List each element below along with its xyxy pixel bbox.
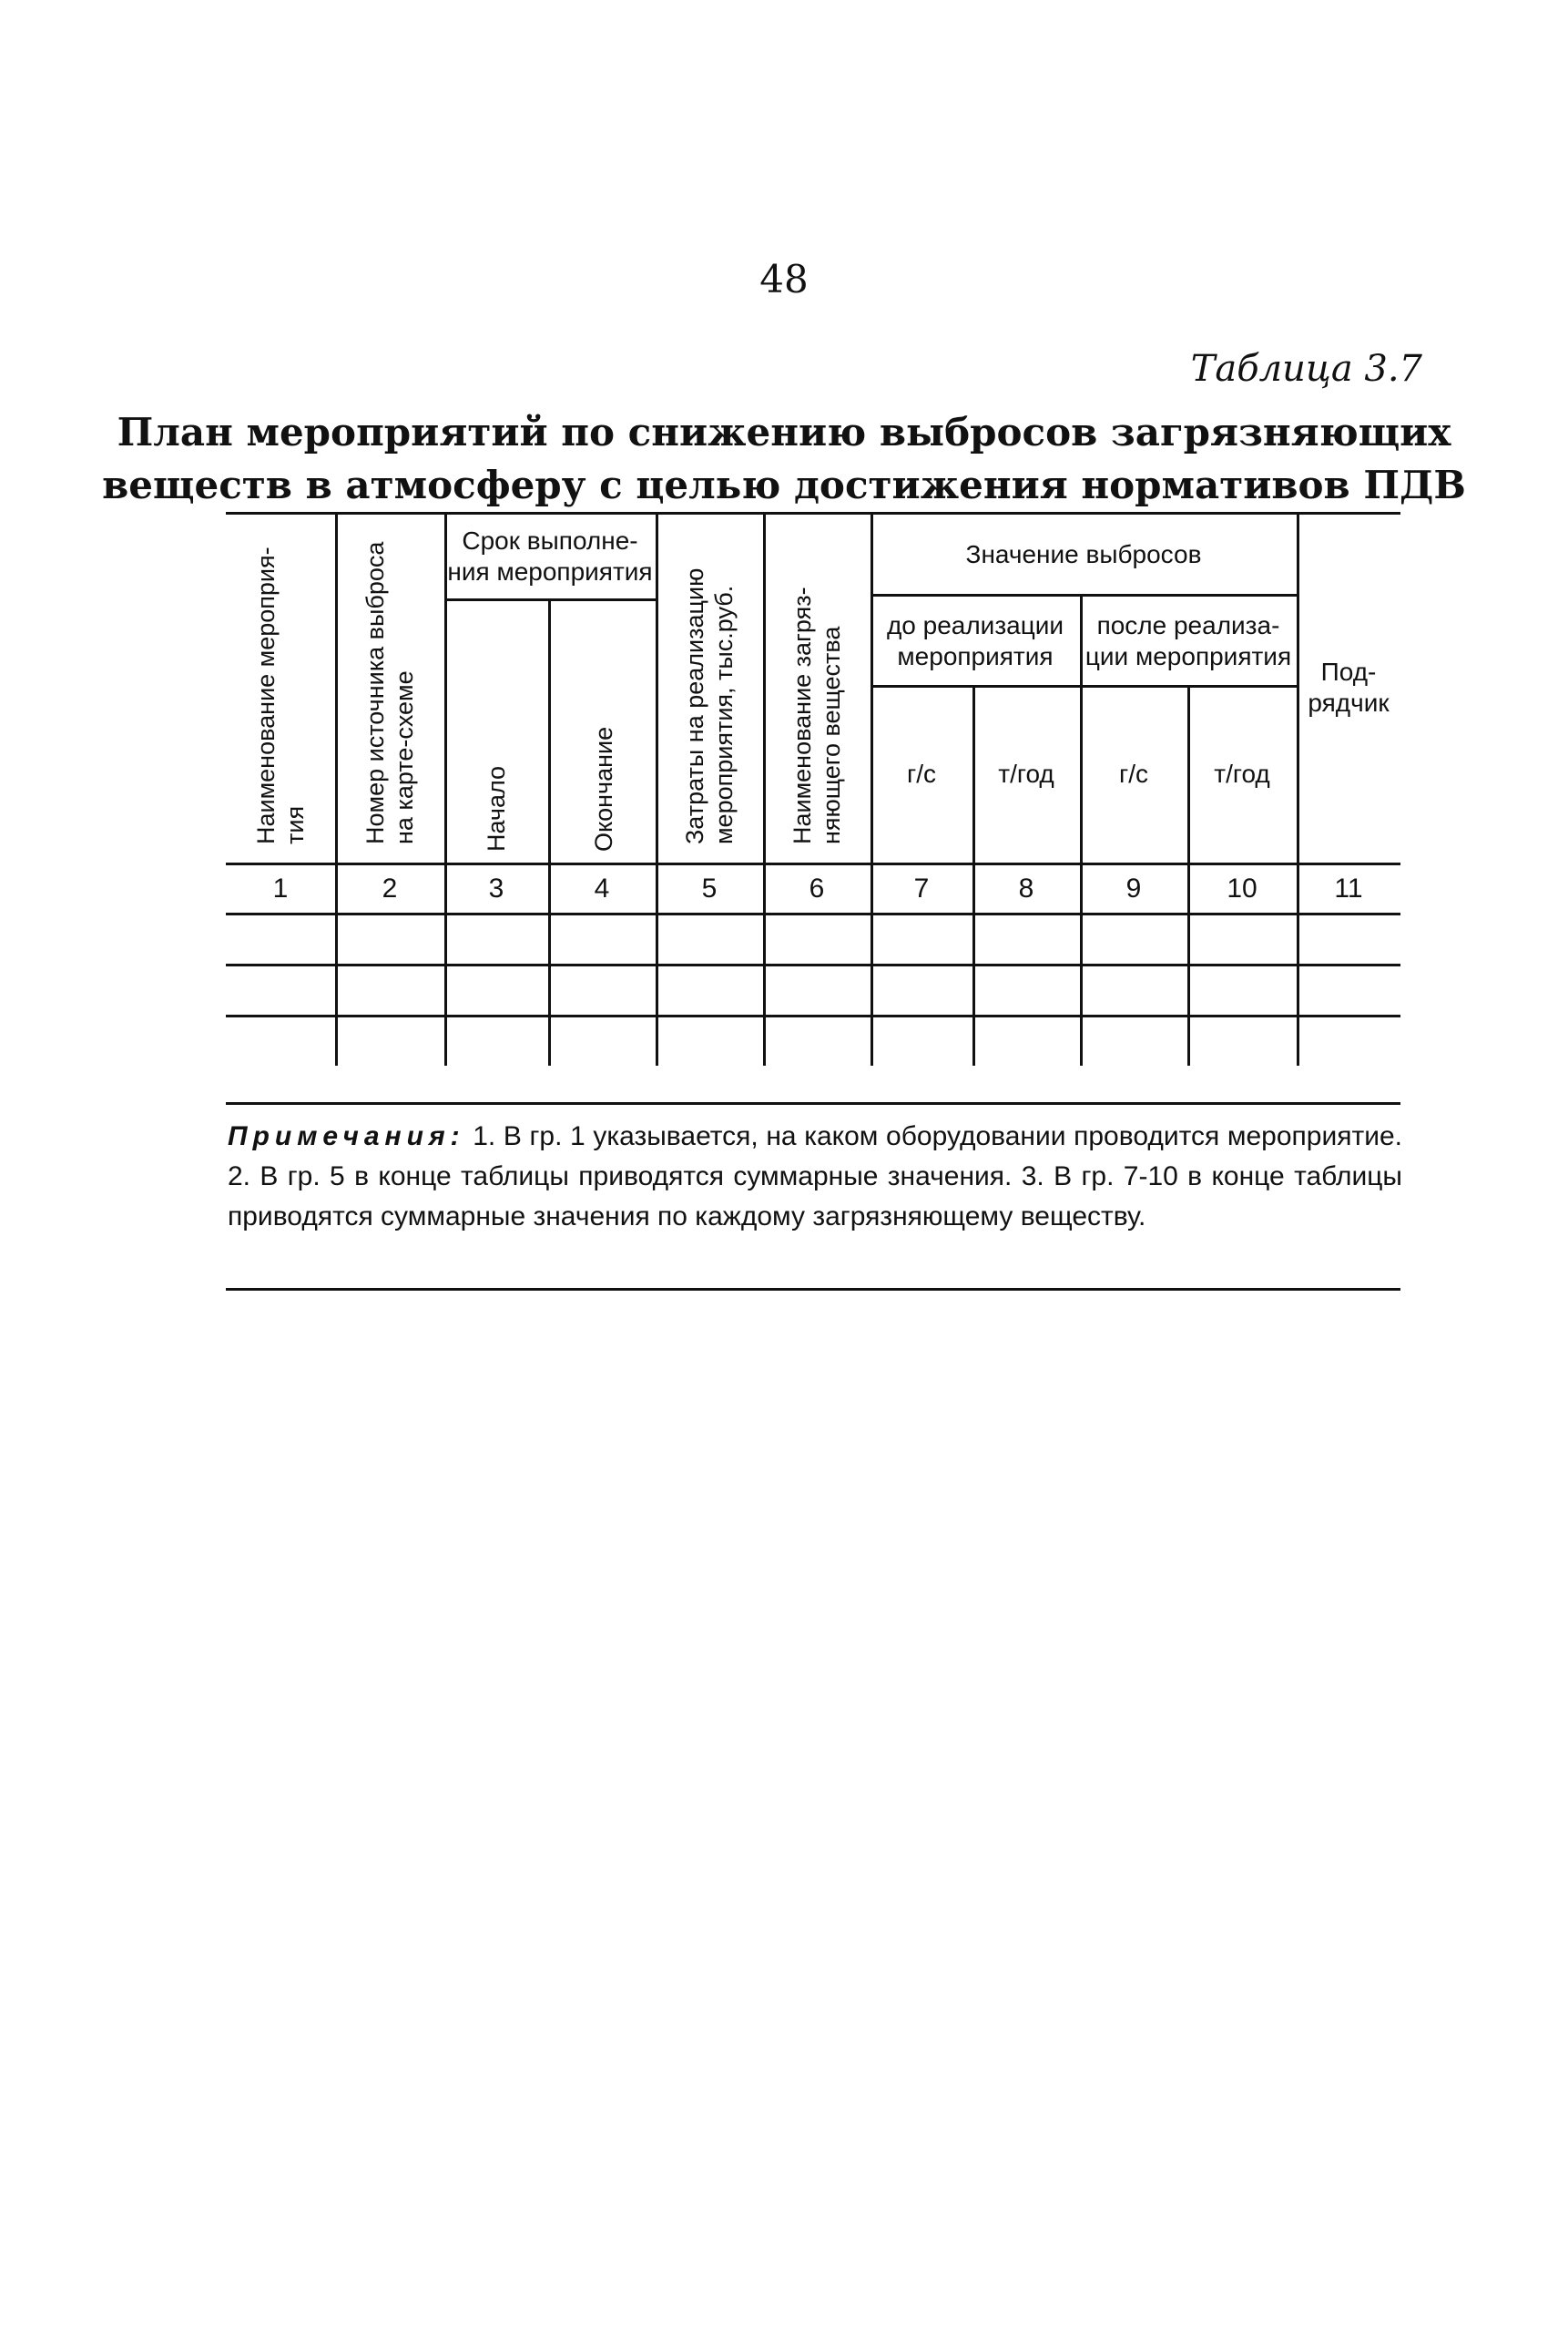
table-title-line-2: веществ в атмосферу с целью достижения нормативов ПДВ <box>102 463 1466 507</box>
col-divider-1 <box>335 512 338 1066</box>
header-col-11-line-2: рядчик <box>1308 689 1390 717</box>
column-number-8: 8 <box>1018 874 1034 904</box>
col-divider-3 <box>548 598 551 1066</box>
header-before-line-2: мероприятия <box>897 642 1054 670</box>
column-number-2: 2 <box>382 874 398 904</box>
header-col-5 <box>664 567 755 844</box>
numbers-row-border <box>226 913 1400 915</box>
header-col-11-line-1: Под- <box>1320 658 1377 686</box>
table-top-border <box>226 512 1400 515</box>
header-col-1 <box>235 547 326 844</box>
header-col-3 <box>469 633 524 852</box>
column-number-5: 5 <box>701 874 718 904</box>
header-col-9: г/с <box>1119 760 1148 788</box>
header-term-line-2: ния мероприятия <box>447 557 653 586</box>
header-col-6-line-2: няющего вещества <box>818 626 845 844</box>
empty-row-2-border <box>226 1015 1400 1017</box>
header-col-7: г/с <box>907 760 936 788</box>
column-number-3: 3 <box>488 874 504 904</box>
header-col-5-line-2: мероприятия, тыс.руб. <box>710 585 738 844</box>
column-number-4: 4 <box>594 874 610 904</box>
table-bottom-border <box>226 1102 1400 1105</box>
header-emissions: Значение выбросов <box>965 540 1202 568</box>
header-term-line-1: Срок выполне- <box>462 526 638 555</box>
header-col-1-line-2: тия <box>281 805 309 844</box>
header-term <box>444 516 656 598</box>
empty-row-1-border <box>226 964 1400 966</box>
header-after-line-2: ции мероприятия <box>1084 642 1292 670</box>
emissions-header-divider <box>871 594 1297 597</box>
header-col-11 <box>1297 638 1400 738</box>
column-number-11: 11 <box>1334 874 1363 904</box>
col-divider-5 <box>763 512 766 1066</box>
header-col-10: т/год <box>1214 760 1270 788</box>
table-label: Таблица 3.7 <box>1190 348 1422 390</box>
header-col-6 <box>771 589 862 844</box>
header-before <box>871 598 1080 685</box>
notes-label: Примечания: <box>228 1121 465 1151</box>
col-divider-10 <box>1297 512 1299 1066</box>
page-number: 48 <box>759 257 809 301</box>
col-divider-4 <box>656 512 658 1066</box>
header-col-2 <box>344 541 435 844</box>
header-col-2-line-2: на карте-схеме <box>391 670 418 844</box>
notes-text: 1. В гр. 1 указывается, на каком оборудовании проводится мероприятие. 2. В гр. 5 в конце таблицы приводятся суммарные значения. 3. В гр. 7-10 в конце таблицы приводятся суммарные значения по каждому загрязняющему веществу. <box>228 1121 1402 1231</box>
header-after <box>1080 598 1297 685</box>
header-col-8: т/год <box>998 760 1054 788</box>
column-number-10: 10 <box>1227 874 1257 904</box>
table-title-line-1: План мероприятий по снижению выбросов загрязняющих <box>117 410 1451 455</box>
notes <box>228 1117 1402 1237</box>
column-number-1: 1 <box>272 874 289 904</box>
column-number-9: 9 <box>1125 874 1142 904</box>
column-number-7: 7 <box>913 874 930 904</box>
header-after-line-1: после реализа- <box>1096 611 1280 639</box>
header-col-4-text: Окончание <box>590 726 617 852</box>
header-col-1-line-1: Наименование мероприя- <box>252 547 280 844</box>
header-col-6-line-1: Наименование загряз- <box>789 587 816 844</box>
header-col-2-line-1: Номер источника выброса <box>361 541 389 844</box>
column-number-6: 6 <box>809 874 825 904</box>
table-title <box>0 406 1568 512</box>
subgroup-header-divider <box>871 685 1297 688</box>
header-col-3-text: Начало <box>483 765 510 852</box>
header-before-line-1: до реализации <box>886 611 1064 639</box>
notes-bottom-rule <box>226 1288 1400 1291</box>
header-col-4 <box>576 633 631 852</box>
header-col-5-line-1: Затраты на реализацию <box>681 567 708 844</box>
